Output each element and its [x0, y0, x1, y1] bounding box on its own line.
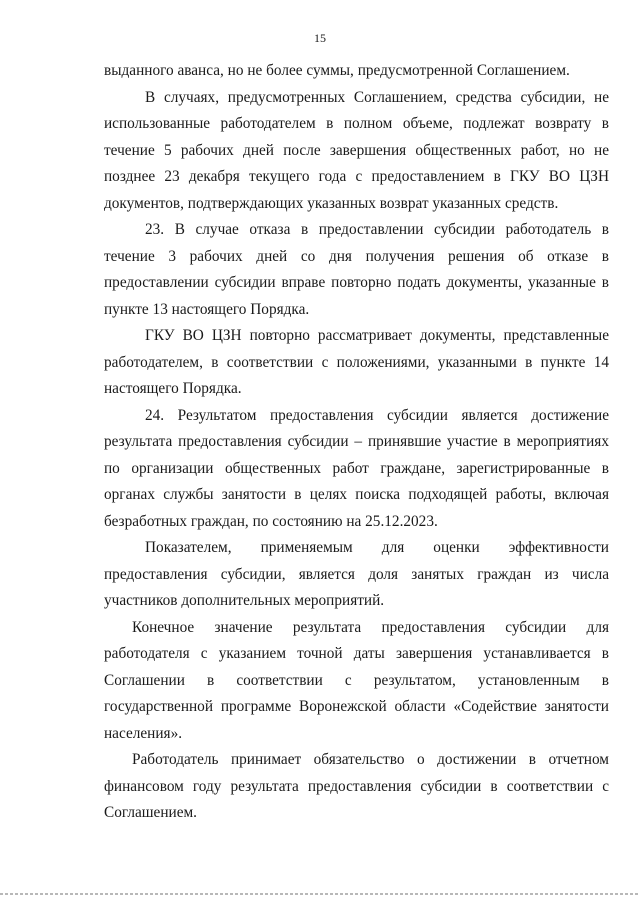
paragraph-final-value: Конечное значение результата предоставления субсидии для работодателя с указанием точной даты завершения устанавливается в Соглашении в соответствии с результатом, установленным в государственной программе Воронежской области «Содействие занятости населения».	[104, 618, 609, 742]
paragraph-subsidy-return: В случаях, предусмотренных Соглашением, средства субсидии, не использованные работодателем в полном объеме, подлежат возврату в течение 5 рабочих дней после завершения общественных работ, но не позднее 23 декабря текущего года с предоставлением в ГКУ ВО ЦЗН документов, подтверждающих указанных возврат указанных средств.	[104, 88, 609, 212]
page-number: 15	[314, 31, 326, 45]
paragraph-item-24: 24. Результатом предоставления субсидии является достижение результата предоставления субсидии – принявшие участие в мероприятиях по организации общественных работ граждане, зарегистрированные в органах службы занятости в целях поиска подходящей работы, включая безработных граждан, по состоянию на 25.12.2023.	[104, 406, 609, 530]
paragraph-item-23: 23. В случае отказа в предоставлении субсидии работодатель в течение 3 рабочих дней со дня получения решения об отказе в предоставлении субсидии вправе повторно подать документы, указанные в пункте 13 настоящего Порядка.	[104, 221, 609, 318]
document-body	[104, 58, 609, 827]
paragraph-continuation: выданного аванса, но не более суммы, предусмотренной Соглашением.	[104, 62, 570, 79]
paragraph-indicator: Показателем, применяемым для оценки эффективности предоставления субсидии, является доля занятых граждан из числа участников дополнительных мероприятий.	[104, 539, 609, 609]
paragraph-obligation: Работодатель принимает обязательство о достижении в отчетном финансовом году результата предоставления субсидии в соответствии с Соглашением.	[104, 751, 609, 821]
scan-edge-line	[0, 893, 640, 895]
paragraph-repeat-review: ГКУ ВО ЦЗН повторно рассматривает документы, представленные работодателем, в соответствии с положениями, указанными в пункте 14 настоящего Порядка.	[104, 327, 609, 397]
